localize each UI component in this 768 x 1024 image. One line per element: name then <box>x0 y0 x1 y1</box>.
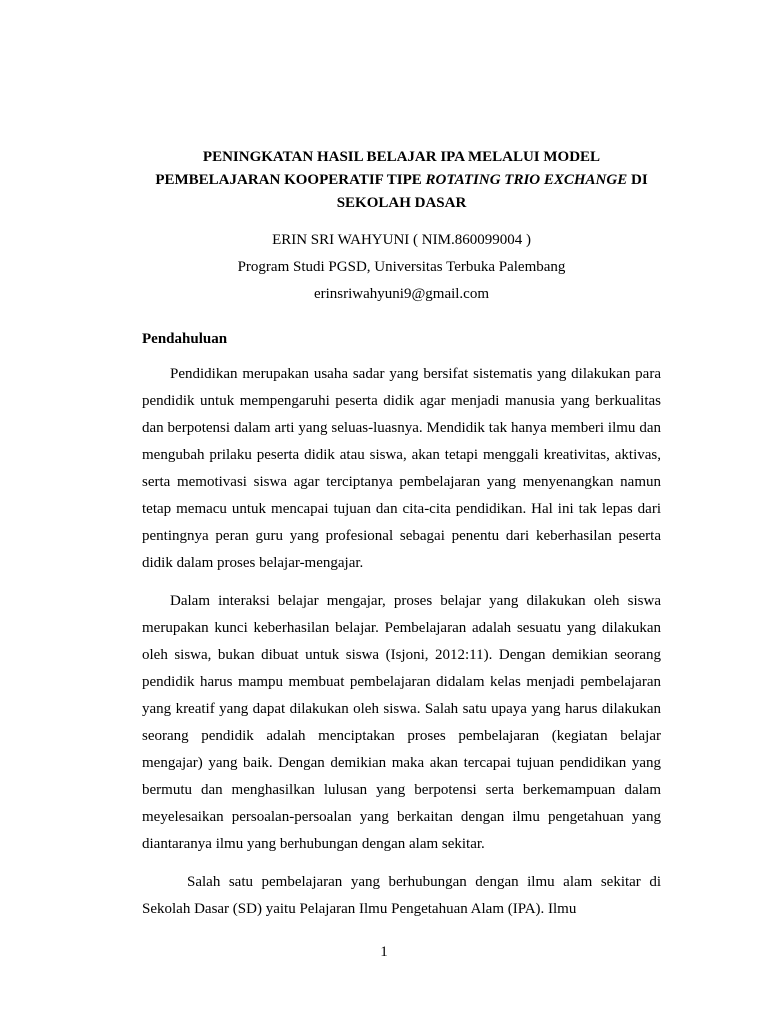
title-line-1: PENINGKATAN HASIL BELAJAR IPA MELALUI MODEL <box>202 149 601 165</box>
title-line-2-italic: ROTATING TRIO EXCHANGE <box>425 172 628 188</box>
title-line-2-before: PEMBELAJARAN KOOPERATIF TIPE <box>155 172 426 188</box>
paragraph-3: Salah satu pembelajaran yang berhubungan dengan ilmu alam sekitar di Sekolah Dasar (SD) yaitu Pelajaran Ilmu Pengetahuan Alam (IPA). Ilmu <box>142 874 661 917</box>
paper-title <box>142 146 661 215</box>
email-line: erinsriwahyuni9@gmail.com <box>313 286 490 302</box>
author-line: ERIN SRI WAHYUNI ( NIM.860099004 ) <box>272 232 531 248</box>
page-content <box>142 146 661 934</box>
title-line-2-after: DI <box>627 172 648 188</box>
paragraph-2: Dalam interaksi belajar mengajar, proses belajar yang dilakukan oleh siswa merupakan kunci keberhasilan belajar. Pembelajaran adalah sesuatu yang dilakukan oleh siswa, bukan dibuat untuk siswa (Isjoni, 2012:11). Dengan demikian seorang pendidik harus mampu membuat pembelajaran didalam kelas menjadi pembelajaran yang kreatif yang dapat dilakukan oleh siswa. Salah satu upaya yang harus dilakukan seorang pendidik adalah menciptakan proses pembelajaran (kegiatan belajar mengajar) yang baik. Dengan demikian maka akan tercapai tujuan pendidikan yang bermutu dan menghasilkan lulusan yang berpotensi serta berkemampuan dalam meyelesaikan persoalan-persoalan yang berkaitan dengan ilmu pengetahuan yang diantaranya ilmu yang berhubungan dengan alam sekitar. <box>142 593 661 852</box>
title-line-3: SEKOLAH DASAR <box>336 195 467 211</box>
section-heading: Pendahuluan <box>142 331 228 347</box>
affiliation-line: Program Studi PGSD, Universitas Terbuka Palembang <box>237 259 566 275</box>
paragraph-1: Pendidikan merupakan usaha sadar yang bersifat sistematis yang dilakukan para pendidik untuk mempengaruhi peserta didik agar menjadi manusia yang berkualitas dan berpotensi dalam arti yang seluas-luasnya. Mendidik tak hanya memberi ilmu dan mengubah prilaku peserta didik atau siswa, akan tetapi menggali kreativitas, aktivas, serta memotivasi siswa agar terciptanya pembelajaran yang menyenangkan namun tetap memacu untuk mencapai tujuan dan cita-cita pendidikan. Hal ini tak lepas dari pentingnya peran guru yang profesional sebagai penentu dari keberhasilan peserta didik dalam proses belajar-mengajar. <box>142 366 661 571</box>
page-number: 1 <box>380 944 388 960</box>
